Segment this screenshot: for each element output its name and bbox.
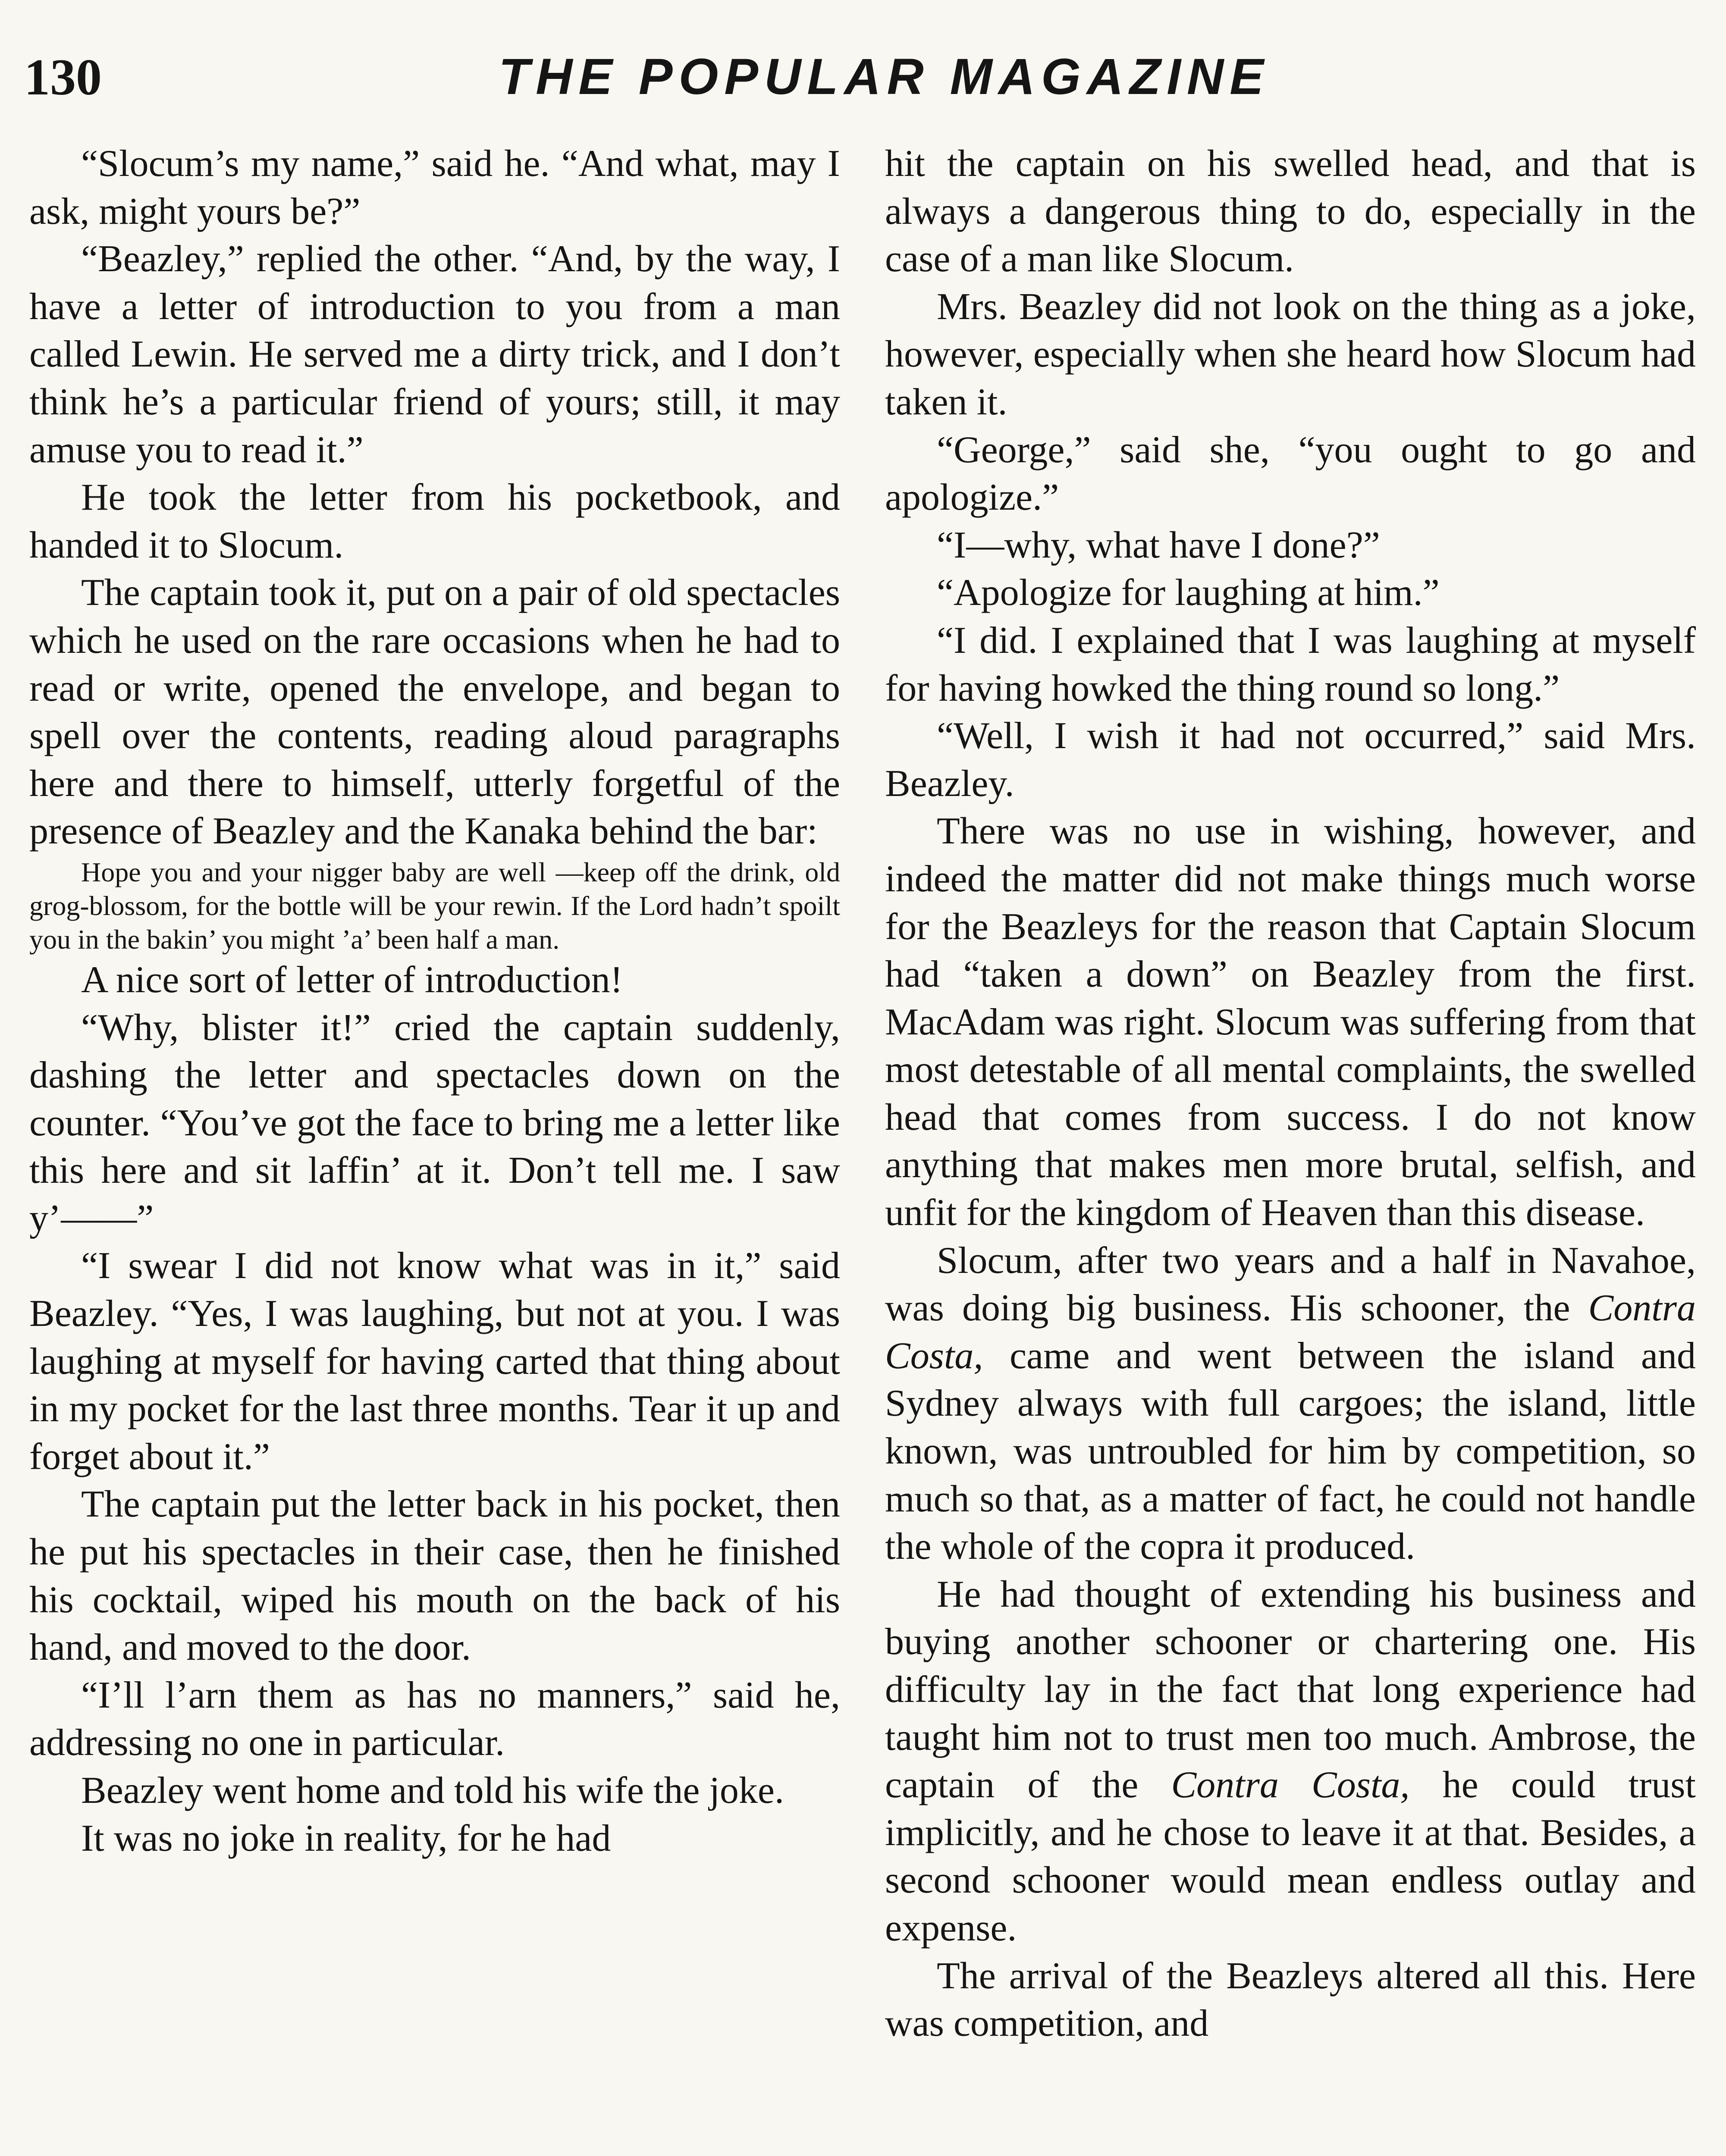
paragraph: “I—why, what have I done?”	[937, 524, 1380, 566]
page-header	[24, 47, 1698, 125]
ship-name: Contra Costa,	[1171, 1764, 1410, 1806]
paragraph	[885, 1237, 1696, 1571]
text-run: he could trust implicitly, and he chose to leave it at that. Besides, a second schooner would mean endless outlay and expense.	[885, 1764, 1696, 1949]
ship-name: Contra Costa,	[885, 1287, 1696, 1377]
paragraph: “I did. I explained that I was laughing at myself for having howked the thing round so long.”	[885, 619, 1696, 709]
paragraph: The captain took it, put on a pair of old spectacles which he used on the rare occasions when he had to read or write, opened the envelope, and began to spell over the contents, reading aloud paragraphs here and there to himself, utterly forgetful of the presence of Beazley and the Kanaka behind the bar:	[29, 572, 840, 852]
paragraph: There was no use in wishing, however, and indeed the matter did not make things much worse for the Beazleys for the reason that Captain Slocum had “taken a down” on Beazley from the first. MacAdam was right. Slocum was suffering from that most detestable of all mental complaints, the swelled head that comes from success. I do not know anything that makes men more brutal, selfish, and unfit for the kingdom of Heaven than this disease.	[885, 810, 1696, 1234]
paragraph: It was no joke in reality, for he had	[81, 1817, 611, 1859]
paragraph: “Why, blister it!” cried the captain suddenly, dashing the letter and spectacles down on the counter. “You’ve got the face to bring me a letter like this here and sit laffin’ at it. Don’t tell me. I saw y’——”	[29, 1006, 840, 1239]
paragraph: “George,” said she, “you ought to go and apologize.”	[885, 429, 1696, 519]
paragraph	[885, 1571, 1696, 1952]
paragraph: “Beazley,” replied the other. “And, by the way, I have a letter of introduction to you from a man called Lewin. He served me a dirty trick, and I don’t think he’s a particular friend of yours; still, it may amuse you to read it.”	[29, 238, 840, 471]
text-run: came and went between the island and Sydney always with full cargoes; the island, little known, was untroubled for him by competition, so much so that, as a matter of fact, he could not handle the whole of the copra it produced.	[885, 1335, 1696, 1568]
paragraph: Beazley went home and told his wife the joke.	[81, 1770, 784, 1811]
left-column	[29, 140, 840, 1862]
paragraph: “Well, I wish it had not occurred,” said Mrs. Beazley.	[885, 715, 1696, 805]
right-column	[885, 140, 1696, 2048]
paragraph: A nice sort of letter of introduction!	[81, 959, 623, 1001]
letter-quote: Hope you and your nigger baby are well —keep off the drink, old grog-blossom, for the bottle will be your rewin. If the Lord hadn’t spoilt you in the bakin’ you might ’a’ been half a man.	[29, 856, 840, 955]
magazine-title: THE POPULAR MAGAZINE	[499, 48, 1270, 105]
text-run: He had thought of extending his business and buying another schooner or chartering one. His difficulty lay in the fact that long experience had taught him not to trust men too much. Ambrose, the captain of the	[885, 1573, 1696, 1806]
paragraph: Mrs. Beazley did not look on the thing as a joke, however, especially when she heard how Slocum had taken it.	[885, 285, 1696, 423]
page-number: 130	[24, 48, 102, 106]
paragraph: “Slocum’s my name,” said he. “And what, may I ask, might yours be?”	[29, 143, 840, 232]
text-run: Slocum, after two years and a half in Navahoe, was doing big business. His schooner, the	[885, 1239, 1696, 1329]
paragraph: “I swear I did not know what was in it,” said Beazley. “Yes, I was laughing, but not at you. I was laughing at myself for having carted that thing about in my pocket for the last three months. Tear it up and forget about it.”	[29, 1245, 840, 1478]
paragraph: “I’ll l’arn them as has no manners,” said he, addressing no one in particular.	[29, 1674, 840, 1764]
paragraph: hit the captain on his swelled head, and that is always a dangerous thing to do, especially in the case of a man like Slocum.	[885, 143, 1696, 280]
paragraph: He took the letter from his pocketbook, and handed it to Slocum.	[29, 476, 840, 566]
paragraph: The captain put the letter back in his pocket, then he put his spectacles in their case, then he finished his cocktail, wiped his mouth on the back of his hand, and moved to the door.	[29, 1483, 840, 1669]
paragraph: “Apologize for laughing at him.”	[937, 572, 1440, 614]
paragraph: The arrival of the Beazleys altered all this. Here was competition, and	[885, 1955, 1696, 2045]
